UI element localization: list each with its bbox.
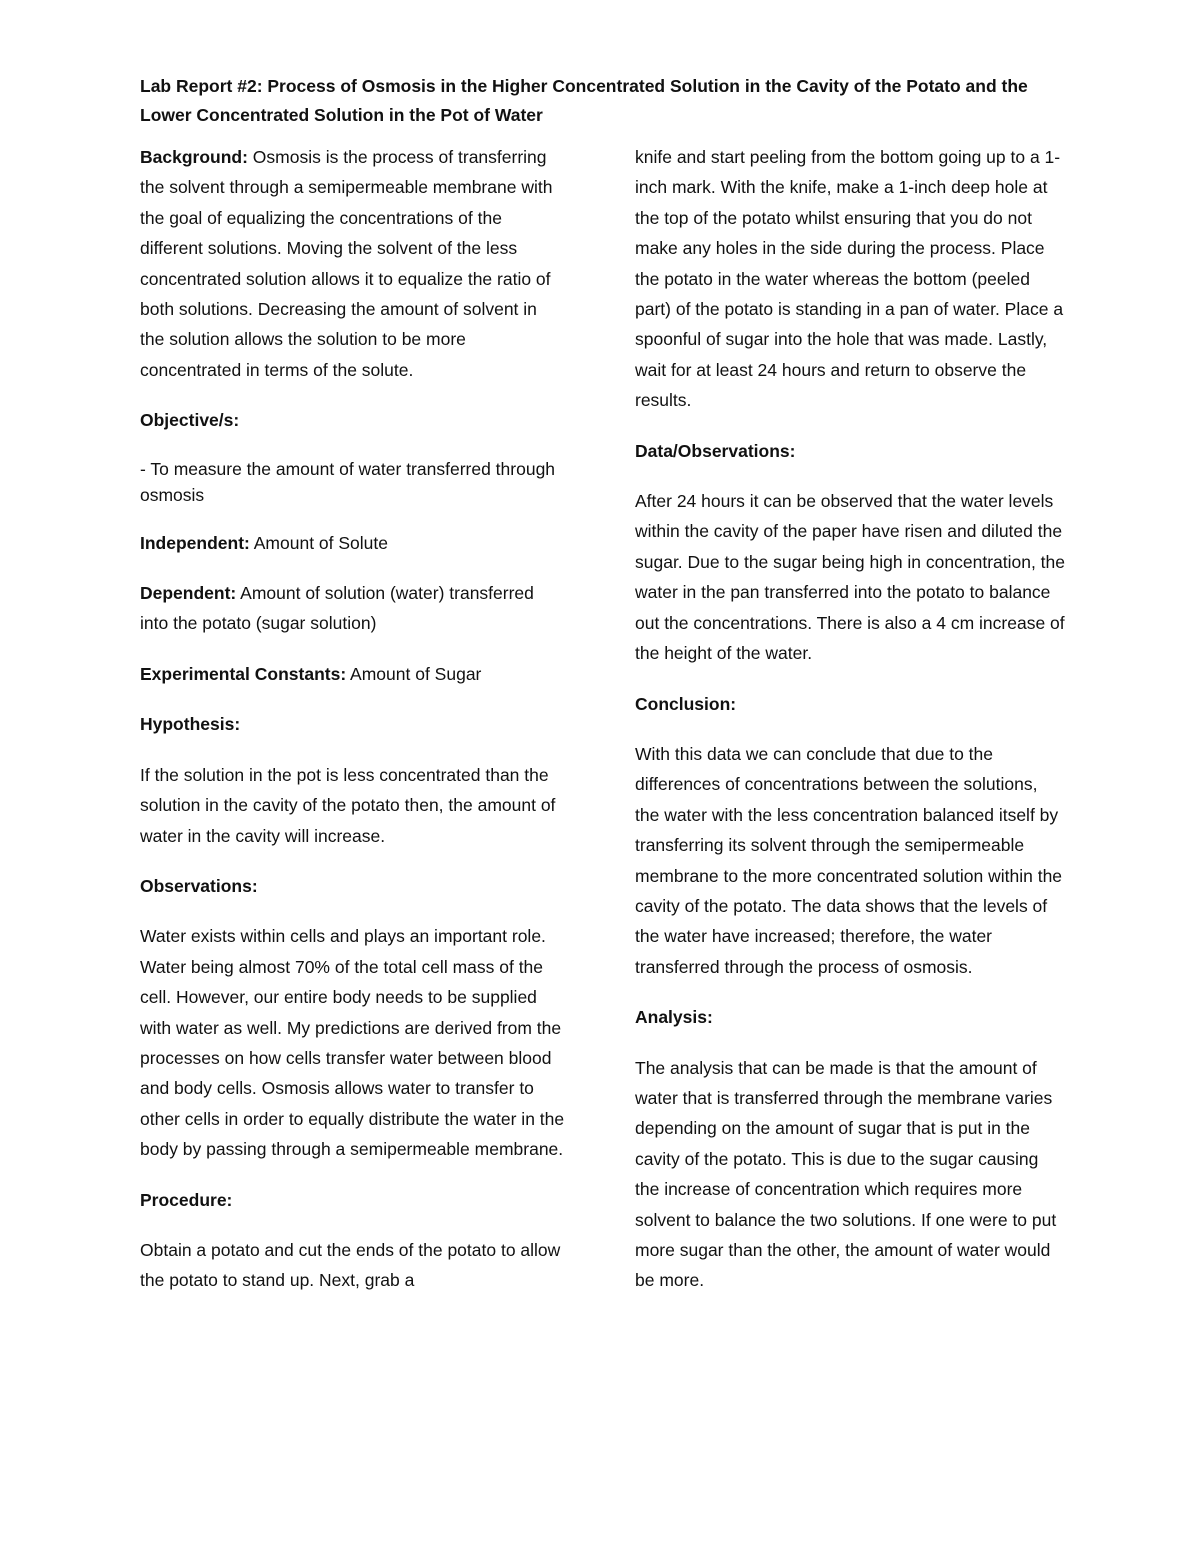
analysis-text: The analysis that can be made is that the amount of water that is transferred through the membrane varies depending on the amount of sugar that is put in the cavity of the potato. This is due to the sugar causing the increase of concentration which requires more solvent to balance the two solutions. If one were to put more sugar than the other, the amount of water would be more. (635, 1057, 1057, 1291)
independent-text: Amount of Solute (249, 532, 389, 553)
conclusion-heading: Conclusion: (635, 693, 737, 714)
procedure-text-right: knife and start peeling from the bottom going up to a 1-inch mark. With the knife, make a 1-inch deep hole at the top of the potato whilst ensuring that you do not make any holes in the side during the process. Place the potato in the water whereas the bottom (peeled part) of the potato is standing in a pan of water. Place a spoonful of sugar into the hole that was made. Lastly, wait for at least 24 hours and return to observe the results. (635, 147, 1064, 411)
conclusion-text: With this data we can conclude that due to the differences of concentrations between the solutions, the water with the less concentration balanced itself by transferring its solvent through the semipermeable membrane to the more concentrated solution within the cavity of the potato. The data shows that the levels of the water have increased; therefore, the water transferred through the process of osmosis. (635, 743, 1063, 977)
observations-text: Water exists within cells and plays an important role. Water being almost 70% of the total cell mass of the cell. However, our entire body needs to be supplied with water as well. My predictions are derived from the processes on how cells transfer water between blood and body cells. Osmosis allows water to transfer to other cells in order to equally distribute the water in the body by passing through a semipermeable membrane. (140, 926, 565, 1160)
report-title: Lab Report #2: Process of Osmosis in the Higher Concentrated Solution in the Cavity of the Potato and the Lower Concentrated Solution in the Pot of Water (140, 76, 1028, 125)
left-column (140, 142, 565, 1316)
background-paragraph (140, 142, 565, 385)
analysis-heading: Analysis: (635, 1007, 713, 1028)
dependent-paragraph (140, 578, 565, 639)
background-text: Osmosis is the process of transferring the solvent through a semipermeable membrane with the goal of equalizing the concentrations of the different solutions. Moving the solvent of the less concentrated solution allows it to equalize the ratio of both solutions. Decreasing the amount of solvent in the solution allows the solution to be more concentrated in terms of the solute. (140, 147, 553, 380)
data-observations-text: After 24 hours it can be observed that the water levels within the cavity of the paper have risen and diluted the sugar. Due to the sugar being high in concentration, the water in the pan transferred into the potato to balance out the concentrations. There is also a 4 cm increase of the height of the water. (635, 491, 1066, 664)
procedure-text-left: Obtain a potato and cut the ends of the potato to allow the potato to stand up. Next, grab a (140, 1239, 561, 1291)
dependent-text: Amount of solution (water) transferred into the potato (sugar solution) (140, 583, 534, 634)
hypothesis-text: If the solution in the pot is less concentrated than the solution in the cavity of the potato then, the amount of water in the cavity will increase. (140, 764, 556, 846)
procedure-heading: Procedure: (140, 1189, 233, 1210)
hypothesis-heading: Hypothesis: (140, 714, 241, 735)
dependent-label: Dependent: (140, 583, 237, 604)
independent-paragraph (140, 528, 565, 558)
independent-label: Independent: (140, 532, 250, 553)
objectives-text: - To measure the amount of water transferred through osmosis (140, 458, 556, 505)
right-column (635, 142, 1065, 1316)
observations-heading: Observations: (140, 875, 258, 896)
objectives-heading: Objective/s: (140, 410, 240, 431)
constants-text: Amount of Sugar (346, 663, 482, 684)
constants-label: Experimental Constants: (140, 663, 347, 684)
constants-paragraph (140, 659, 565, 689)
data-observations-heading: Data/Observations: (635, 440, 796, 461)
background-label: Background: (140, 147, 248, 167)
